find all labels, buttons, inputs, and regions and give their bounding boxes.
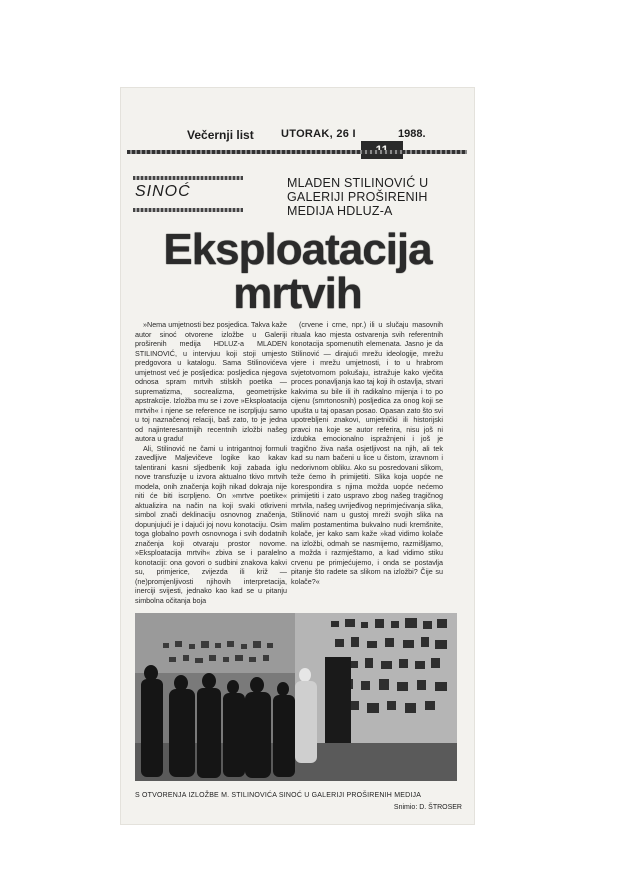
rubric-rule-bottom bbox=[133, 208, 243, 212]
headline-line-2: mrtvih bbox=[233, 269, 362, 318]
paper-name: Večernji list bbox=[187, 128, 254, 142]
issue-date: UTORAK, 26 I bbox=[281, 128, 356, 140]
exhibition-photo-image bbox=[135, 613, 457, 781]
masthead bbox=[121, 96, 474, 150]
article-dek: MLADEN STILINOVIĆ U GALERIJI PROŠIRENIH MEDIJA HDLUZ-A bbox=[287, 176, 429, 218]
exhibition-photo bbox=[135, 613, 457, 781]
photo-caption: S OTVORENJA IZLOŽBE M. STILINOVIĆA SINOĆ U GALERIJI PROŠIRENIH MEDIJA bbox=[135, 792, 422, 799]
article-column-right bbox=[291, 320, 443, 586]
paragraph: »Nema umjetnosti bez posjedica. Takva kaže autor sinoć otvorene izložbe u Galeriji proširenih medija HDLUZ-a MLADEN STILINOVIĆ, u intervjuu koji stoji umjesto predgovora u katalogu. Sama Stilinovićeva umjetnost već je posljedica: posljedica njegova odnosa spram mrtvih stilskih poetika — suprematizma, socrealizma, geometrijske apstrakcije. Izložba mu se i zove »Eksploatacija mrtvih« i njene se reference ne iscrpljuju samo u toj naznačenoj relaciji, baš zato, to je jedna od najinteresantnijih recentnih izložbi našeg autora u gradu! bbox=[135, 320, 287, 443]
newspaper-clipping bbox=[121, 88, 474, 824]
paragraph: Ali, Stilinović ne čami u intrigantnoj formuli zavedljive Maljevičeve logike kao kakav talentirani kasni sljedbenik koji zabada iglu nove transfuzije u izvora aktualno tkivo mrtvih modela, onih značenja kojih nikad dokraja nije niti će biti iscrpljeno. On »mrtve poetike« aktualizira na način na koji svaki otkriveni simbol znači deklinaciju osnovnog značenja, dopunjujući je i dajući joj novu konotaciju. Osim toga globalno povrh osnovnoga i svih dodatnih značenja koji otvaraju prostor novome. »Eksploatacija mrtvih« zbiva se i paralelno konotaciji: ona govori o sudbini znakova kakvi su, primjerice, zvijezda ili križ — (ne)promjenljivosti njihovih interpretacija, inerciji svijesti, jednako kao kad se u pitanju simbolna očitanja boja bbox=[135, 443, 287, 605]
article-column-left bbox=[135, 320, 287, 605]
masthead-rule bbox=[127, 150, 467, 154]
rubric-label: SINOĆ bbox=[135, 183, 191, 200]
rubric-rule-top bbox=[133, 176, 243, 180]
photo-credit: Snimio: D. ŠTROSER bbox=[393, 804, 462, 811]
paragraph: (crvene i crne, npr.) ili u slučaju masovnih rituala kao mjesta ostvarenja svih referentnih konotacija spomenutih elemenata. Jasno je da Stilinović — dirajući mrežu ideologije, mrežu vjere i mrežu umjetnosti, i to u hrabrom svjetotvornom pokušaju, istražuje kako vječita proces ponavljanja kao taj koji ih ostavlja, stvari kakvima su bile ili ih radikalno mijenja i to po cijenu (smrtonosnih) posljedica za onog koji se upušta u taj opasan posao. Opasan zato što svi upotrebljeni znakovi, umjetnički ili historijski pravci na koje se autor referira, nisu još ni izdubka emocionalno ispražnjeni i još je tragično živa naša osjetljivost na njih, ali tek kad su nam bačeni u lice u čistom, izravnom i nedorivnom obliku. Ako su posredovani slikom, teže ćemo ih primijetiti. Slika koja uopće ne korespondira s njima možda uopće nećemo primijetiti i zato uspravo zbog našeg tragičnog mrtvila, našeg uvrijeđivog neprimjećivanja slika, Stilinović nam u gustoj mreži svojih slika na malim postamentima bukvalno nudi kremšnite, kolače, jer kako sam kaže »kad vidimo kolače na izložbi, odmah se nasmijemo, razmišljamo, a možda i razmještamo, a kad vidimo stiku crvenu pe primjećujemo, i onda se postavlja pitanje što radete sa slikom na izložbi? Čije su kolače?« bbox=[291, 320, 443, 586]
issue-year: 1988. bbox=[398, 128, 426, 140]
headline-line-1: Eksploatacija bbox=[163, 225, 432, 274]
